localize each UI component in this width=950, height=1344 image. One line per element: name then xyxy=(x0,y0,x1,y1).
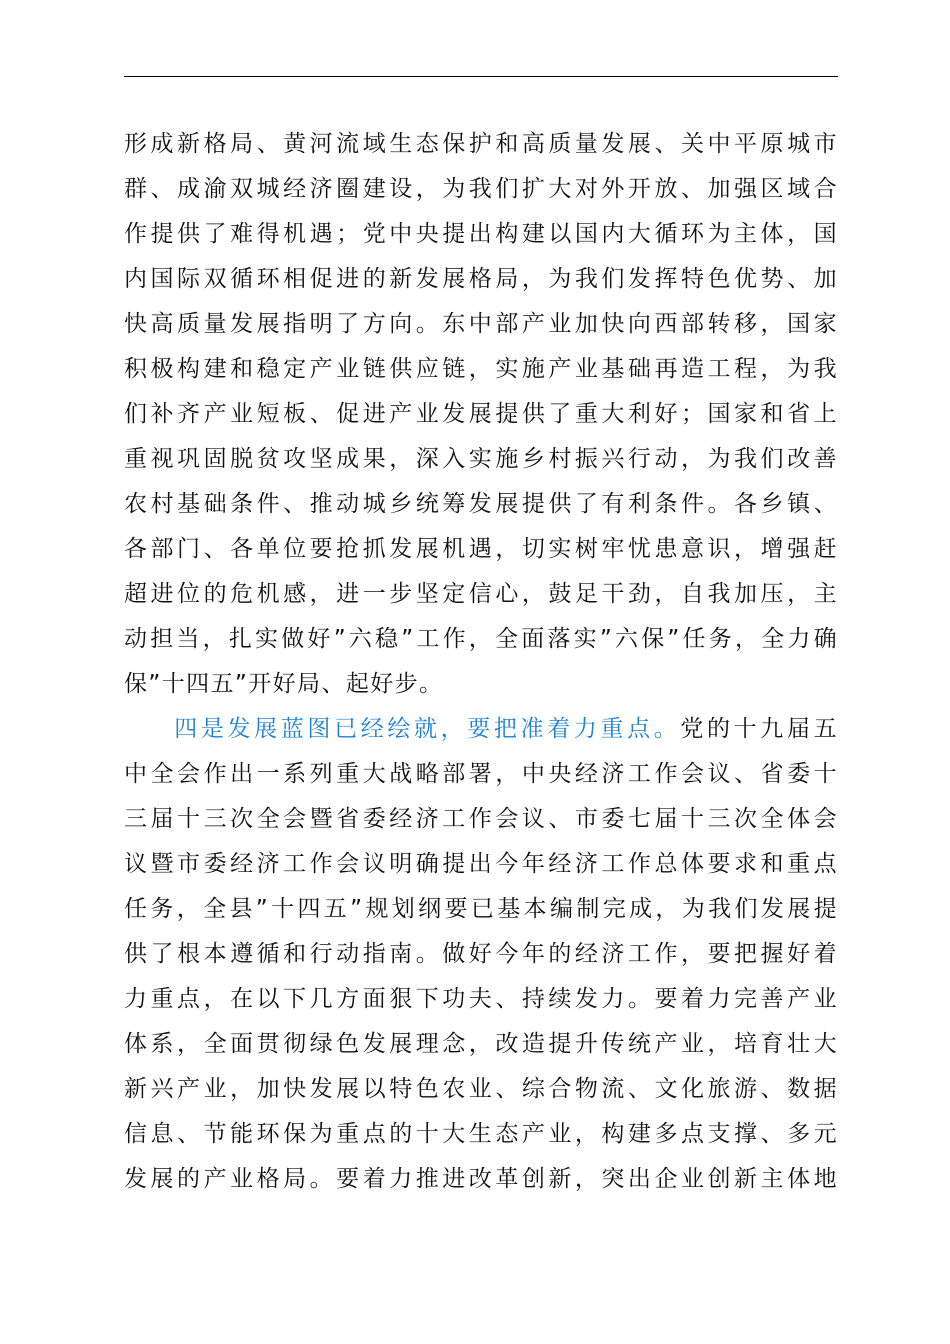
text-line: 内国际双循环相促进的新发展格局，为我们发挥特色优势、加 xyxy=(124,266,838,292)
paragraph-first-line xyxy=(124,707,838,752)
text-line: 快高质量发展指明了方向。东中部产业加快向西部转移，国家 xyxy=(124,311,838,337)
text-line: 动担当，扎实做好”六稳”工作，全面落实”六保”任务，全力确 xyxy=(124,626,838,652)
header-rule xyxy=(124,76,838,77)
text-line: 积极构建和稳定产业链供应链，实施产业基础再造工程，为我 xyxy=(124,356,838,382)
paragraph-2 xyxy=(124,707,838,1202)
text-line: 新兴产业，加快发展以特色农业、综合物流、文化旅游、数据 xyxy=(124,1076,838,1102)
text-line: 力重点，在以下几方面狠下功夫、持续发力。要着力完善产业 xyxy=(124,986,838,1012)
heading-line-continuation: 党的十九届五 xyxy=(680,716,838,742)
text-line: 体系，全面贯彻绿色发展理念，改造提升传统产业，培育壮大 xyxy=(124,1031,838,1057)
text-line: 供了根本遵循和行动指南。做好今年的经济工作，要把握好着 xyxy=(124,941,838,967)
text-line: 发展的产业格局。要着力推进改革创新，突出企业创新主体地 xyxy=(124,1166,838,1192)
text-line: 信息、节能环保为重点的十大生态产业，构建多点支撑、多元 xyxy=(124,1121,838,1147)
text-line: 超进位的危机感，进一步坚定信心，鼓足干劲，自我加压，主 xyxy=(124,581,838,607)
text-line: 作提供了难得机遇；党中央提出构建以国内大循环为主体，国 xyxy=(124,221,838,247)
text-line: 保”十四五”开好局、起好步。 xyxy=(124,671,444,697)
text-line: 三届十三次全会暨省委经济工作会议、市委七届十三次全体会 xyxy=(124,806,838,832)
document-body xyxy=(124,122,838,1202)
text-line: 重视巩固脱贫攻坚成果，深入实施乡村振兴行动，为我们改善 xyxy=(124,446,838,472)
text-line: 任务，全县”十四五”规划纲要已基本编制完成，为我们发展提 xyxy=(124,896,838,922)
text-line: 农村基础条件、推动城乡统筹发展提供了有利条件。各乡镇、 xyxy=(124,491,838,517)
text-line: 中全会作出一系列重大战略部署，中央经济工作会议、省委十 xyxy=(124,761,838,787)
section-heading: 四是发展蓝图已经绘就，要把准着力重点。 xyxy=(172,716,681,742)
text-line: 各部门、各单位要抢抓发展机遇，切实树牢忧患意识，增强赶 xyxy=(124,536,838,562)
text-line: 形成新格局、黄河流域生态保护和高质量发展、关中平原城市 xyxy=(124,131,838,157)
paragraph-1 xyxy=(124,122,838,707)
text-line: 们补齐产业短板、促进产业发展提供了重大利好；国家和省上 xyxy=(124,401,838,427)
text-line: 群、成渝双城经济圈建设，为我们扩大对外开放、加强区域合 xyxy=(124,176,838,202)
text-line: 议暨市委经济工作会议明确提出今年经济工作总体要求和重点 xyxy=(124,851,838,877)
